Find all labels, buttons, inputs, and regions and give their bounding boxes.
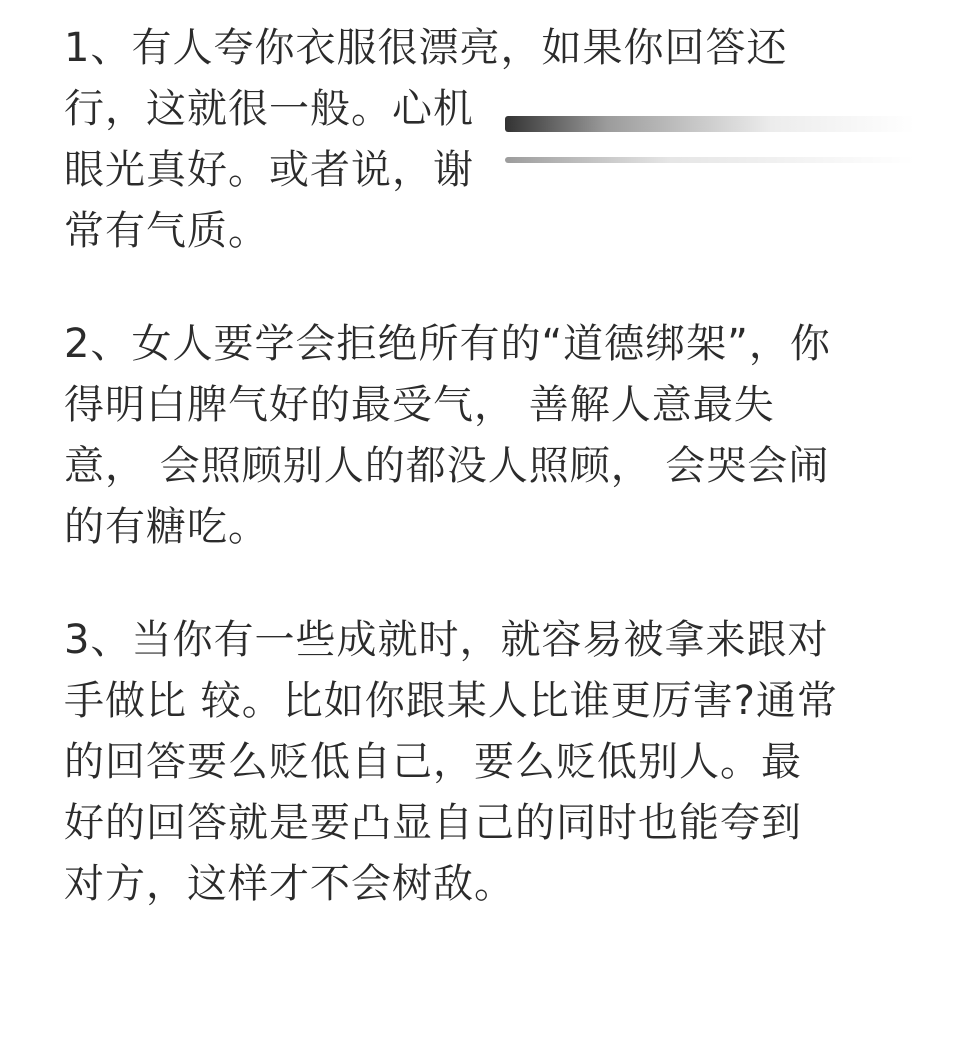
paragraph-line: 眼光真好。或者说，谢 xyxy=(64,147,474,193)
paragraph-line: 1、有人夸你衣服很漂亮，如果你回答还 xyxy=(64,25,788,71)
paragraph-3 xyxy=(64,610,924,915)
paragraph-line: 3、当你有一些成就时，就容易被拿来跟对 xyxy=(64,617,829,663)
paragraph-line: 的有糖吃。 xyxy=(64,504,269,550)
paragraph-line: 意， 会照顾别人的都没人照顾， 会哭会闹 xyxy=(64,443,830,489)
fade-stroke xyxy=(505,116,915,132)
obscured-region xyxy=(505,95,925,215)
paragraph-line: 得明白脾气好的最受气， 善解人意最失 xyxy=(64,382,775,428)
paragraph-line: 对方，这样才不会树敌。 xyxy=(64,861,515,907)
paragraph-2 xyxy=(64,314,924,558)
paragraph-line: 常有气质。 xyxy=(64,208,269,254)
paragraph-line: 行，这就很一般。心机 xyxy=(64,86,474,132)
paragraph-line: 的回答要么贬低自己，要么贬低别人。最 xyxy=(64,739,802,785)
paragraph-line: 手做比 较。比如你跟某人比谁更厉害?通常 xyxy=(64,678,838,724)
paragraph-line: 2、女人要学会拒绝所有的“道德绑架”，你 xyxy=(64,321,831,367)
fade-stroke xyxy=(505,157,915,163)
paragraph-line: 好的回答就是要凸显自己的同时也能夸到 xyxy=(64,800,802,846)
